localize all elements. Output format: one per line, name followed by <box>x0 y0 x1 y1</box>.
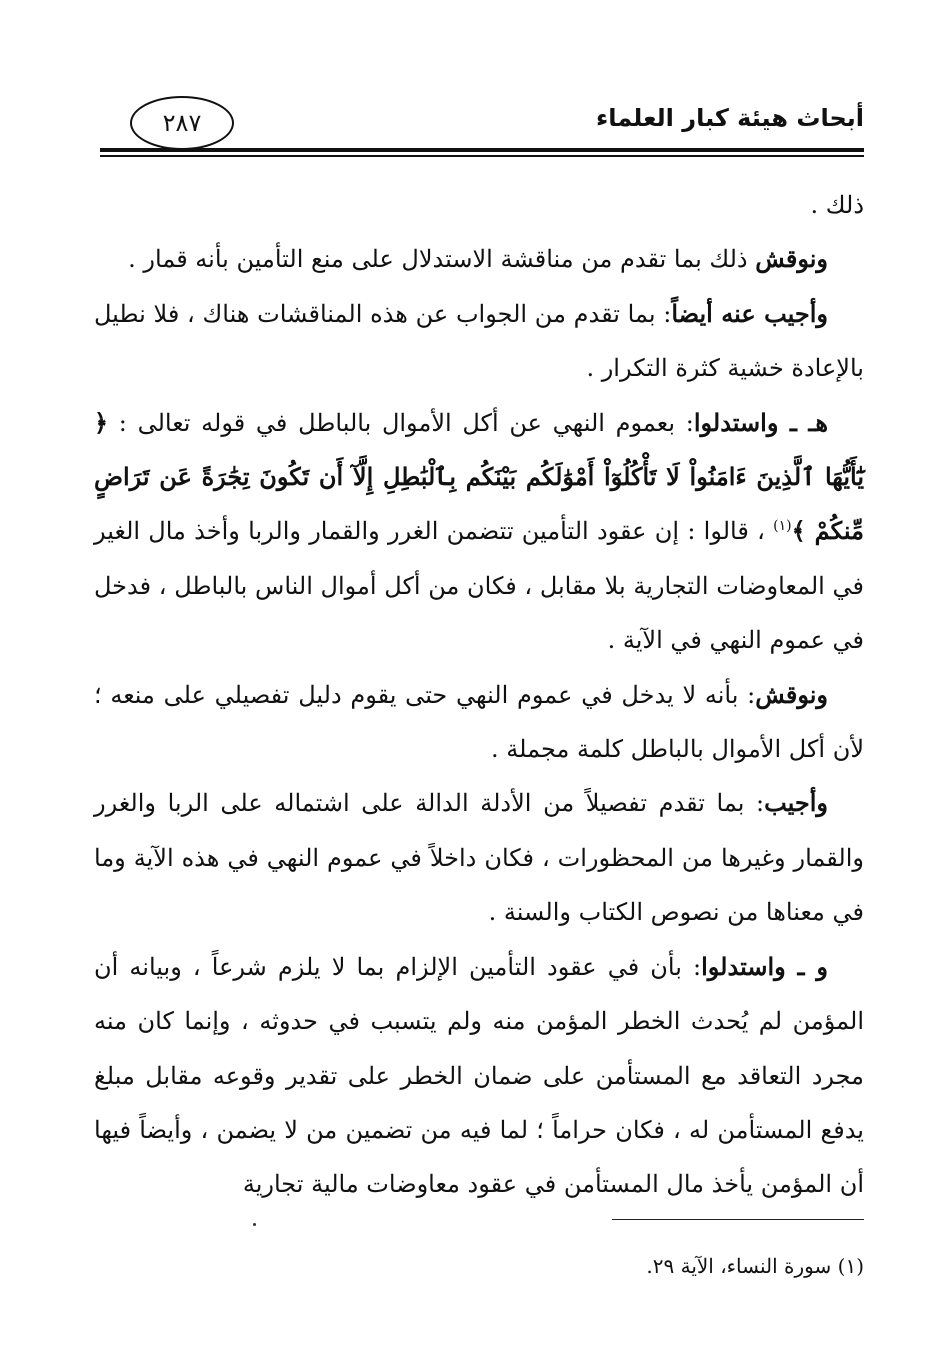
header-rule-thick <box>100 148 864 152</box>
paragraph <box>94 668 864 777</box>
paragraph-text: : بعموم النهي عن أكل الأموال بالباطل في قوله تعالى : <box>118 408 694 437</box>
paragraph-lead: وأجيب عنه أيضاً <box>671 298 829 328</box>
paragraph <box>94 178 864 232</box>
quran-verse: ﴿ يَٰٓأَيُّهَا ٱلَّذِينَ ءَامَنُواْ لَا تَأْكُلُوٓاْ أَمْوَٰلَكُم بَيْنَكُم بِٱلْبَٰطِلِ إِلَّآ أَن تَكُونَ تِجَٰرَةً عَن تَرَاضٍ مِّنكُمْ ﴾ <box>94 407 865 546</box>
paragraph-lead: ونوقش <box>755 679 828 709</box>
paragraph-text: : بأن في عقود التأمين الإلزام بما لا يلزم شرعاً ، وبيانه أن المؤمن لم يُحدث الخطر المؤمن منه ولم يتسبب في حدوثه ، وإنما كان منه مجرد التعاقد مع المستأمن على ضمان الخطر على تقدير وقوعه مقابل مبلغ يدفع المستأمن له ، فكان حراماً ؛ لما فيه من تضمين من لا يضمن ، وأيضاً فيها أن المؤمن يأخذ مال المستأمن في عقود معاوضات مالية تجارية <box>94 952 864 1199</box>
page-header <box>100 88 864 158</box>
paragraph-text: : بأنه لا يدخل في عموم النهي حتى يقوم دليل تفصيلي على منعه ؛ لأن أكل الأموال بالباطل كلمة مجملة . <box>94 680 864 764</box>
footnote-text: سورة النساء، الآية ٢٩. <box>646 1254 832 1278</box>
paragraph <box>94 232 864 286</box>
footnote-rule <box>612 1219 864 1220</box>
paragraph <box>94 287 864 396</box>
book-title: أبحاث هيئة كبار العلماء <box>595 104 864 132</box>
stray-dot <box>253 1223 256 1226</box>
footnote <box>646 1254 864 1278</box>
body-text <box>94 178 864 1212</box>
paragraph-text-after: ، قالوا : إن عقود التأمين تتضمن الغرر والقمار والربا وأخذ مال الغير في المعاوضات التجارية بلا مقابل ، فكان من أكل أموال الناس بالباطل ، فدخل في عموم النهي في الآية . <box>94 517 864 655</box>
paragraph-lead: هـ ـ واستدلوا <box>693 407 828 437</box>
footnote-number: (١) <box>837 1254 864 1278</box>
paragraph-text: ذلك . <box>810 191 864 219</box>
header-rule-thin <box>100 155 864 157</box>
paragraph-text: ذلك بما تقدم من مناقشة الاستدلال على منع التأمين بأنه قمار . <box>128 245 756 274</box>
paragraph-lead: و ـ واستدلوا <box>701 951 828 981</box>
paragraph-lead: وأجيب <box>764 788 828 818</box>
paragraph-lead: ونوقش <box>755 244 828 274</box>
paragraph <box>94 940 864 1212</box>
paragraph <box>94 776 864 939</box>
footnote-ref[interactable]: (١) <box>773 518 792 535</box>
paragraph-text: : بما تقدم من الجواب عن هذه المناقشات هناك ، فلا نطيل بالإعادة خشية كثرة التكرار . <box>94 299 864 383</box>
paragraph-text: : بما تقدم تفصيلاً من الأدلة الدالة على اشتماله على الربا والغرر والقمار وغيرها من المحظورات ، فكان داخلاً في عموم النهي في هذه الآية وما في معناها من نصوص الكتاب والسنة . <box>94 789 864 927</box>
paragraph <box>94 396 864 668</box>
page-number: ٢٨٧ <box>130 96 234 150</box>
